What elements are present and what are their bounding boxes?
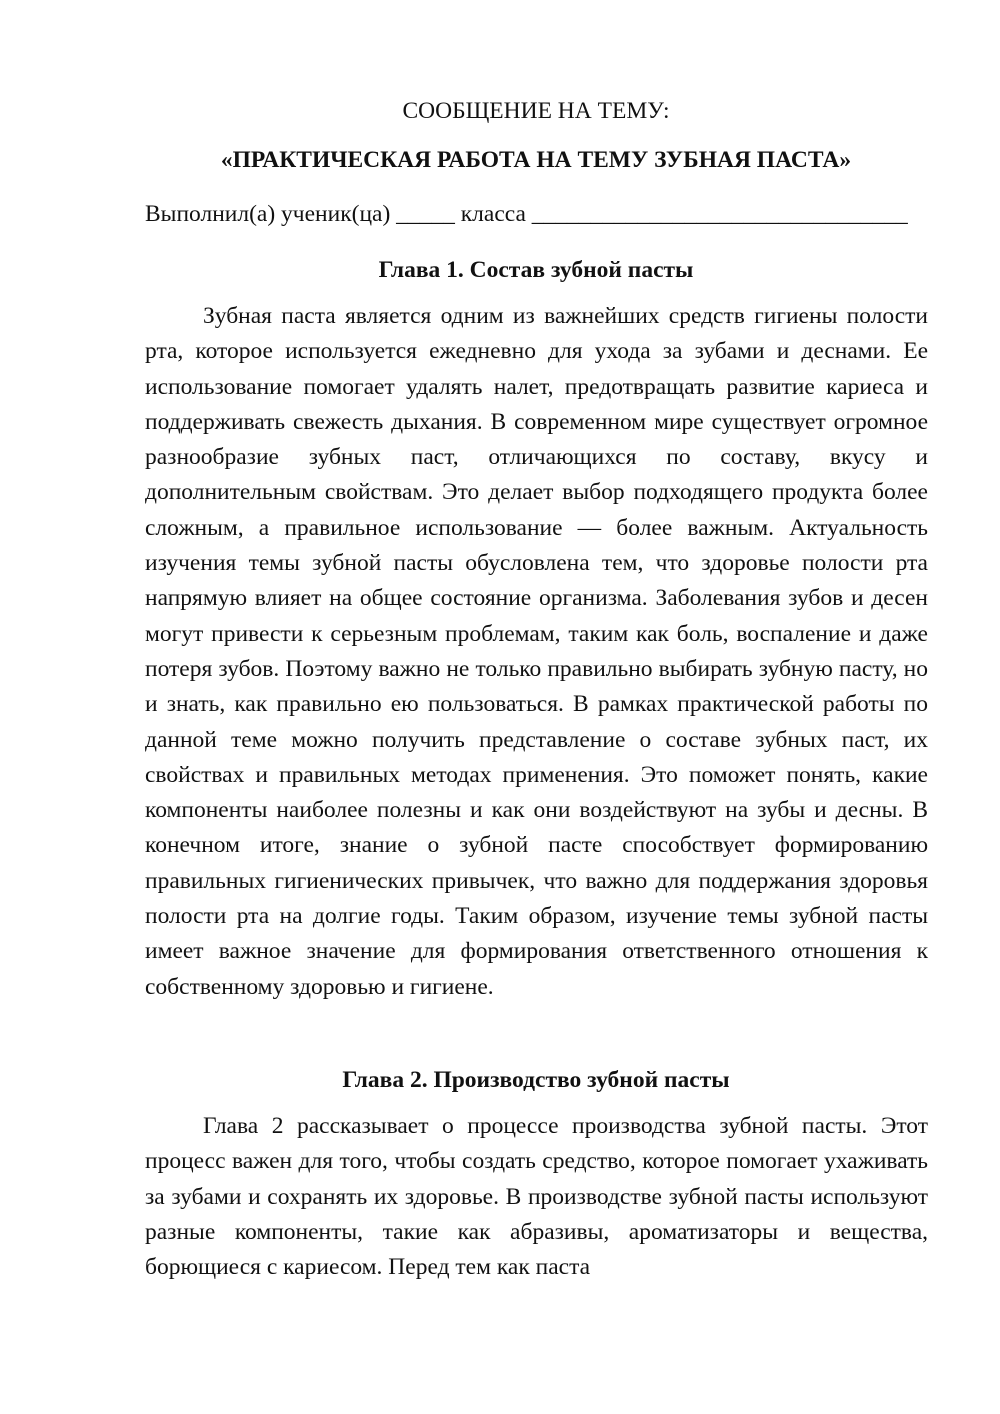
report-type-label: СООБЩЕНИЕ НА ТЕМУ: [402,98,670,124]
chapter-2-heading: Глава 2. Производство зубной пасты [342,1067,730,1093]
chapter-1-heading: Глава 1. Состав зубной пасты [378,257,694,283]
performer-line: Выполнил(а) ученик(ца) _____ класса ________________________________ [145,201,908,227]
chapter-2-paragraph: Глава 2 рассказывает о процессе производства зубной пасты. Этот процесс важен для того, чтобы создать средство, которое помогает ухаживать за зубами и сохранять их здоровье. В производстве зубной пасты используют разные компоненты, такие как абразивы, ароматизаторы и вещества, борющиеся с кариесом. Перед тем как паста [145,1113,928,1281]
chapter-1-paragraph: Зубная паста является одним из важнейших средств гигиены полости рта, которое используется ежедневно для ухода за зубами и деснами. Ее использование помогает удалять налет, предотвращать развитие кариеса и поддерживать свежесть дыхания. В современном мире существует огромное разнообразие зубных паст, отличающихся по составу, вкусу и дополнительным свойствам. Это делает выбор подходящего продукта более сложным, а правильное использование — более важным. Актуальность изучения темы зубной пасты обусловлена тем, что здоровье полости рта напрямую влияет на общее состояние организма. Заболевания зубов и десен могут привести к серьезным проблемам, таким как боль, воспаление и даже потеря зубов. Поэтому важно не только правильно выбирать зубную пасту, но и знать, как правильно ею пользоваться. В рамках практической работы по данной теме можно получить представление о составе зубных паст, их свойствах и правильных методах применения. Это поможет понять, какие компоненты наиболее полезны и как они воздействуют на зубы и десны. В конечном итоге, знание о зубной пасте способствует формированию правильных гигиенических привычек, что важно для поддержания здоровья полости рта на долгие годы. Таким образом, изучение темы зубной пасты имеет важное значение для формирования ответственного отношения к собственному здоровью и гигиене. [145,303,928,1000]
document-title: «ПРАКТИЧЕСКАЯ РАБОТА НА ТЕМУ ЗУБНАЯ ПАСТА» [220,147,852,173]
